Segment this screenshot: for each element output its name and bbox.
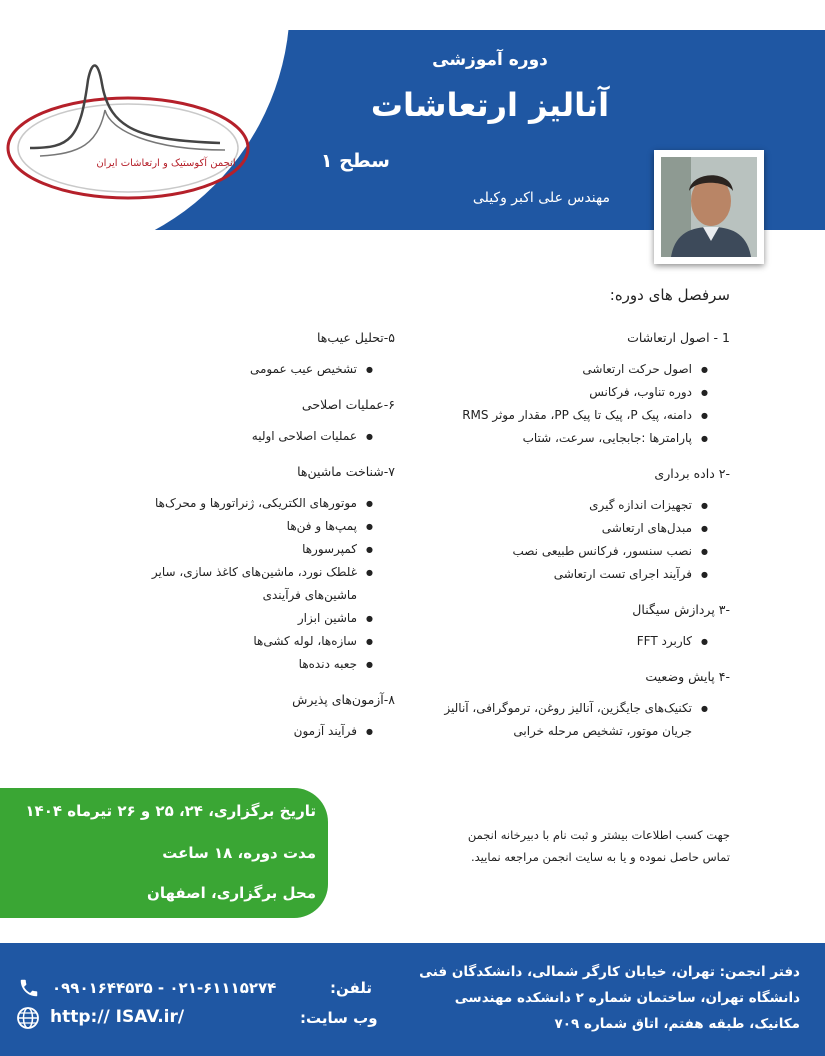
list-item: ● دامنه، پیک P، پیک تا پیک PP، مقدار موثر RMS [415,404,730,427]
section-signal-processing [415,598,730,653]
section-data-acquisition [415,462,730,586]
instructor-name: مهندس علی اکبر وکیلی [472,190,610,206]
instructor-photo [654,150,764,264]
globe-icon [16,1006,40,1030]
list-item: ● فرآیند اجرای تست ارتعاشی [415,563,730,586]
list-item: ● کمپرسورها [120,538,395,561]
website-link[interactable]: http:// ISAV.ir/ [50,1007,185,1027]
list-item: ● عملیات اصلاحی اولیه [120,425,395,448]
list-item: ● دوره تناوب، فرکانس [415,381,730,404]
section-title: 1 - اصول ارتعاشات [627,330,730,345]
association-logo [0,0,290,262]
phone-numbers[interactable]: ۰۹۹۰۱۶۴۴۵۳۵ - ۰۲۱-۶۱۱۱۵۲۷۴ [52,979,277,997]
list-item: ● اصول حرکت ارتعاشی [415,358,730,381]
list-item: ● موتورهای الکتریکی، ژنراتورها و محرک‌ها [120,492,395,515]
course-title: آنالیز ارتعاشات [370,86,610,124]
course-date: تاریخ برگزاری، ۲۴، ۲۵ و ۲۶ تیرماه ۱۴۰۴ [25,802,316,820]
contact-note: جهت کسب اطلاعات بیشتر و ثبت نام با دبیرخانه انجمن تماس حاصل نموده و یا به سایت انجمن مراجعه نمایید. [467,828,730,864]
section-title: ۶-عملیات اصلاحی [301,397,395,412]
section-machinery [120,460,395,676]
website-label: وب سایت: [300,1009,378,1027]
list-item: ● تجهیزات اندازه گیری [415,494,730,517]
logo-text: انجمن آکوستیک و ارتعاشات ایران [96,158,236,169]
syllabus-heading: سرفصل های دوره: [609,286,730,304]
section-title: ۷-شناخت ماشین‌ها [297,464,395,479]
section-principles [415,326,730,450]
section-fault-analysis [120,326,395,381]
section-title: -۲ داده برداری [654,466,730,481]
syllabus-right-column [415,326,730,755]
logo-panel [0,0,290,262]
section-title: -۳ پردازش سیگنال [632,602,730,617]
list-item: ● تکنیک‌های جایگزین، آنالیز روغن، ترموگرافی، آنالیز جریان موتور، تشخیص مرحله خرابی [415,697,730,743]
list-item: ● سازه‌ها، لوله کشی‌ها [120,630,395,653]
section-title: ۸-آزمون‌های پذیرش [292,692,395,707]
section-condition-monitoring [415,665,730,743]
course-label: دوره آموزشی [432,50,548,70]
syllabus-left-column [120,326,395,755]
phone-label: تلفن: [330,979,373,997]
course-level: سطح ۱ [320,150,390,172]
course-duration: مدت دوره، ۱۸ ساعت [162,844,316,862]
section-title: ۵-تحلیل عیب‌ها [316,330,395,345]
list-item: ● فرآیند آزمون [120,720,395,743]
list-item: ● مبدل‌های ارتعاشی [415,517,730,540]
list-item: ● پارامترها :جابجایی، سرعت، شتاب [415,427,730,450]
section-corrective-actions [120,393,395,448]
list-item: ● پمپ‌ها و فن‌ها [120,515,395,538]
list-item: ● کاربرد FFT [415,630,730,653]
section-title: -۴ پایش وضعیت [645,669,730,684]
list-item: ● غلطک نورد، ماشین‌های کاغذ سازی، سایر ماشین‌های فرآیندی [120,561,395,607]
footer [0,943,825,1056]
course-info-box [0,788,328,918]
list-item: ● تشخیص عیب عمومی [120,358,395,381]
office-address: دفتر انجمن: تهران، خیابان کارگر شمالی، دانشکدگان فنی دانشگاه تهران، ساختمان شماره ۲ دانشکده مهندسی مکانیک، طبقه هفتم، اتاق شماره ۷۰۹ [419,964,800,1032]
list-item: ● جعبه دنده‌ها [120,653,395,676]
list-item: ● ماشین ابزار [120,607,395,630]
course-venue: محل برگزاری، اصفهان [147,884,316,902]
phone-icon [18,977,40,999]
section-acceptance-tests [120,688,395,743]
list-item: ● نصب سنسور، فرکانس طبیعی نصب [415,540,730,563]
